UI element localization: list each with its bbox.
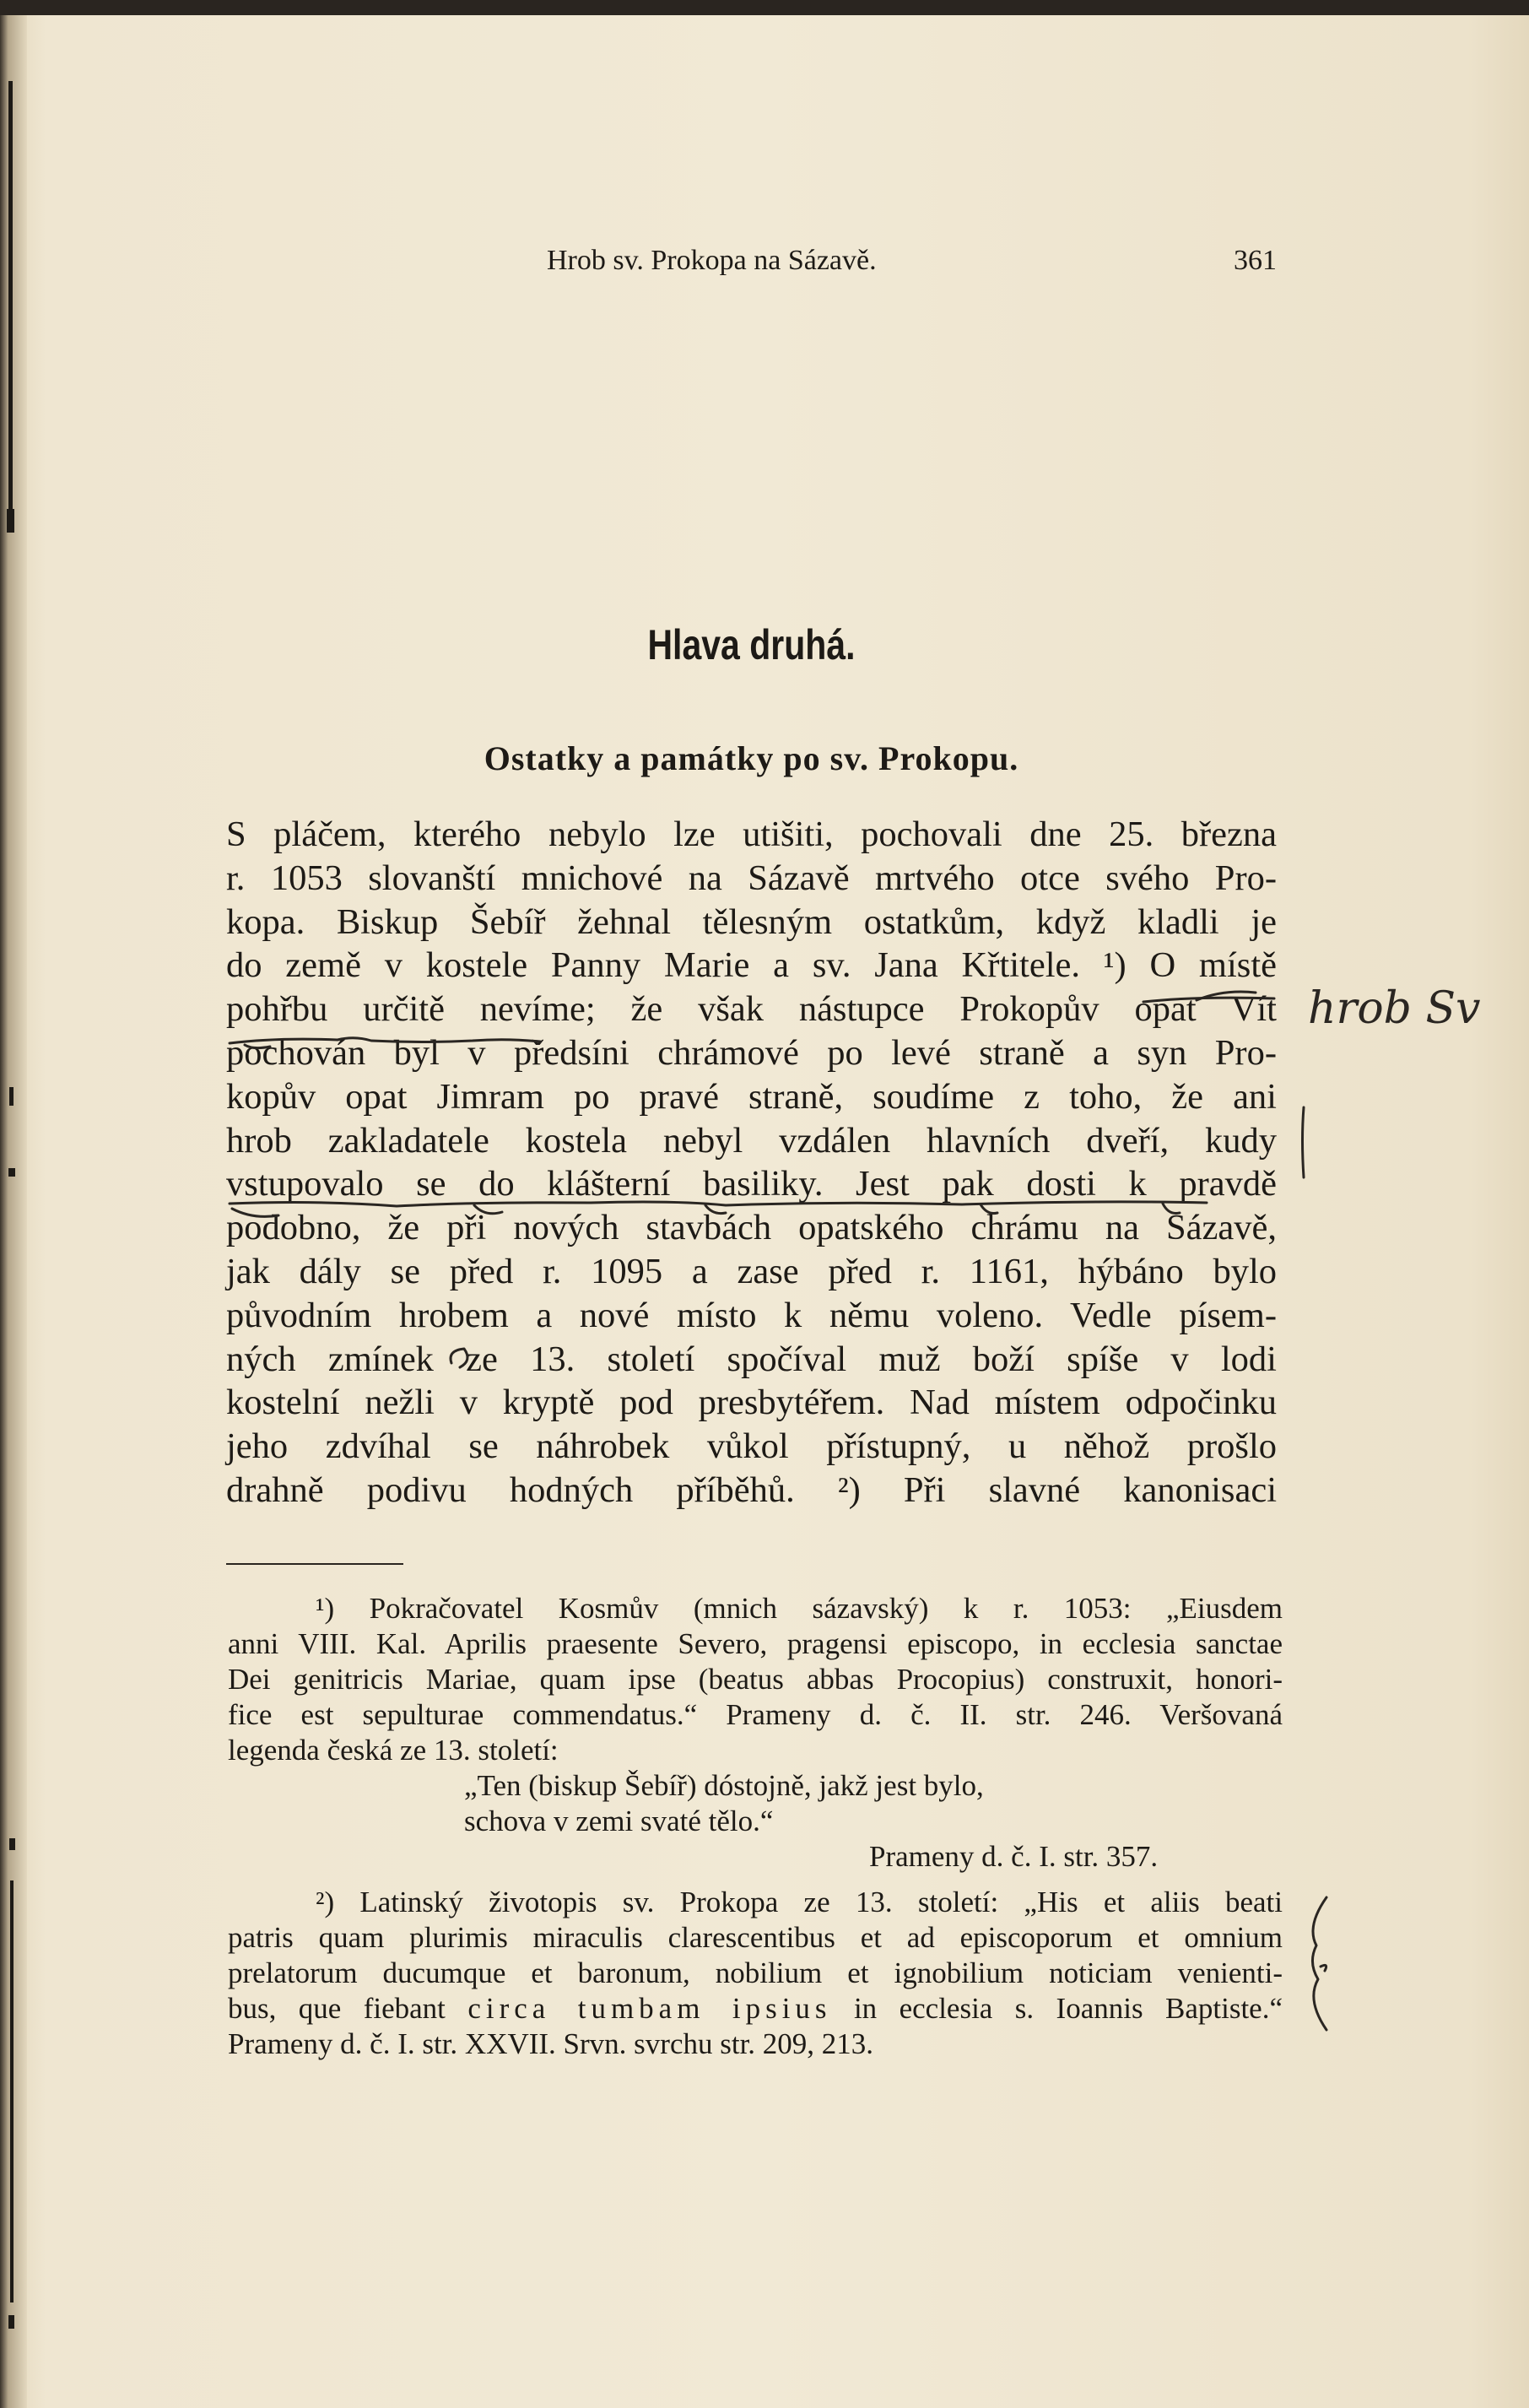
running-title: Hrob sv. Prokopa na Sázavě. xyxy=(547,245,877,276)
chapter-title: Hlava druhá. xyxy=(647,621,856,668)
verse-line: schova v zemi svaté tělo.“ xyxy=(464,1805,774,1837)
page-number: 361 xyxy=(1234,245,1277,276)
footnote-line: Prameny d. č. I. str. XXVII. Srvn. svrchu str. 209, 213. xyxy=(228,2027,874,2060)
underline-mark xyxy=(230,1202,1207,1206)
underline-mark xyxy=(230,1038,540,1043)
footnote-line: legenda česká ze 13. století: xyxy=(228,1734,559,1767)
footnote-line: ²) Latinský životopis sv. Prokopa ze 13. století: „His et aliis beati xyxy=(316,1886,1283,1918)
body-line: vstupovalo se do klášterní basiliky. Jest pak dosti k pravdě xyxy=(226,1164,1277,1204)
footnote-line: fice est sepulturae commendatus.“ Prameny d. č. II. str. 246. Veršovaná xyxy=(228,1698,1283,1731)
body-line: hrob zakladatele kostela nebyl vzdálen hlavních dveří, kudy xyxy=(226,1120,1277,1161)
margin-note: hrob Sv xyxy=(1308,983,1481,1034)
body-line: jak dály se před r. 1095 a zase před r. 1161, hýbáno bylo xyxy=(226,1251,1277,1291)
body-line: S pláčem, kterého nebylo lze utišiti, pochovali dne 25. března xyxy=(226,814,1277,854)
footnote-line: prelatorum ducumque et baronum, nobilium et ignobilium noticiam venienti- xyxy=(228,1956,1283,1989)
underline-mark xyxy=(1143,998,1274,1002)
footnote-line: Dei genitricis Mariae, quam ipse (beatus abbas Procopius) construxit, honori- xyxy=(228,1663,1283,1696)
footnote-line: patris quam plurimis miraculis clarescentibus et ad episcoporum et omnium xyxy=(228,1921,1283,1954)
margin-bracket xyxy=(1312,1897,1326,2030)
underline-mark xyxy=(474,1205,502,1214)
body-line: drahně podivu hodných příběhů. ²) Při slavné kanonisaci xyxy=(226,1469,1277,1510)
underline-mark xyxy=(705,1205,726,1214)
underline-mark xyxy=(232,1209,278,1216)
underline-mark xyxy=(1163,1204,1180,1214)
footnote-line: ¹) Pokračovatel Kosmův (mnich sázavský) k r. 1053: „Eiusdem xyxy=(316,1592,1283,1625)
body-line: původním hrobem a nové místo k němu voleno. Vedle písem- xyxy=(226,1295,1277,1335)
body-line: jeho zdvíhal se náhrobek vůkol přístupný, u něhož prošlo xyxy=(226,1426,1277,1467)
footnote-source: Prameny d. č. I. str. 357. xyxy=(869,1840,1159,1873)
spaced-emphasis: circa tumbam ipsius xyxy=(467,1992,832,2025)
footnote-line: anni VIII. Kal. Aprilis praesente Severo, pragensi episcopo, in ecclesia sanctae xyxy=(228,1627,1283,1660)
body-line: kopův opat Jimram po pravé straně, soudíme z toho, že ani xyxy=(226,1076,1277,1117)
body-line: podobno, že při nových stavbách opatského chrámu na Sázavě, xyxy=(226,1208,1277,1248)
verse-line: „Ten (biskup Šebíř) dóstojně, jakž jest bylo, xyxy=(464,1769,984,1802)
footnote-text: in ecclesia s. Ioannis Baptiste.“ xyxy=(831,1992,1283,2025)
body-line: kostelní nežli v kryptě pod presbytéřem. Nad místem odpočinku xyxy=(226,1383,1277,1423)
underline-mark xyxy=(245,1045,270,1048)
body-line: do země v kostele Panny Marie a sv. Jana Křtitele. ¹) O místě xyxy=(226,945,1277,986)
body-line: kopa. Biskup Šebíř žehnal tělesným ostatkům, když kladli je xyxy=(226,901,1277,942)
body-line: ných zmínek ze 13. století spočíval muž boží spíše v lodi xyxy=(226,1339,1277,1379)
body-line: pochován byl v předsíni chrámové po levé straně a syn Pro- xyxy=(226,1032,1277,1073)
margin-bracket xyxy=(1321,1965,1326,1971)
section-title: Ostatky a památky po sv. Prokopu. xyxy=(484,739,1019,777)
underline-mark xyxy=(981,1204,997,1214)
body-line: r. 1053 slovanští mnichové na Sázavě mrtvého otce svého Pro- xyxy=(226,858,1277,898)
margin-bracket xyxy=(1303,1107,1305,1177)
footnote-text: bus, que fiebant xyxy=(228,1992,468,2025)
underline-mark xyxy=(451,1349,467,1367)
body-line: pohřbu určitě nevíme; že však nástupce Prokopův opat Vít xyxy=(226,989,1277,1030)
